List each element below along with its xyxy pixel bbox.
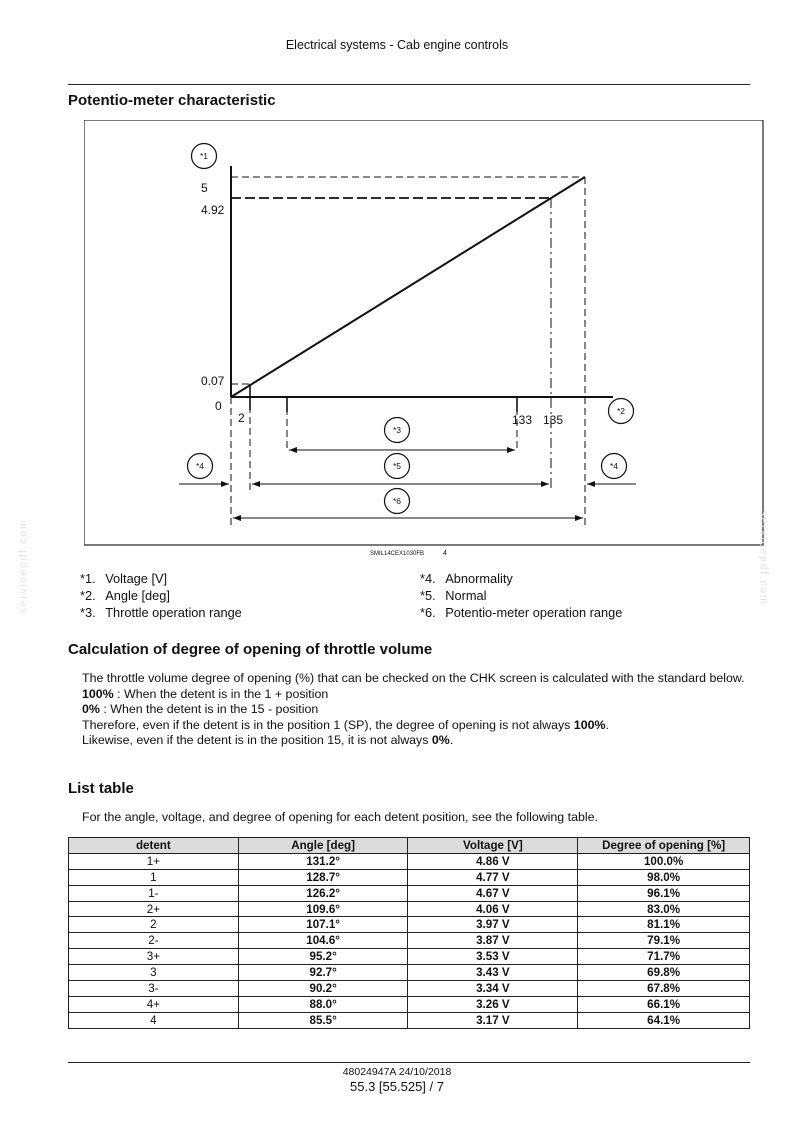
- col-header-opening: Degree of opening [%]: [578, 838, 750, 854]
- table-cell: 3.87 V: [408, 933, 578, 949]
- calculation-line-therefore: Therefore, even if the detent is in the position 1 (SP), the degree of opening is not always 100%.: [82, 717, 609, 732]
- table-cell: 3.17 V: [408, 1012, 578, 1028]
- table-cell: 2: [69, 917, 239, 933]
- calculation-line-100: 100% : When the detent is in the 1 + position: [82, 686, 329, 701]
- table-cell: 92.7°: [238, 965, 408, 981]
- y-tick-4-92: 4.92: [201, 203, 225, 217]
- legend-item: *4. Abnormality: [420, 571, 513, 586]
- diagram-frame: [84, 120, 763, 545]
- figure-id: SMIL14CEX1030FB: [370, 551, 425, 557]
- potentiometer-characteristic-diagram: [84, 120, 764, 560]
- table-row: [69, 965, 750, 981]
- table-cell: 128.7°: [238, 869, 408, 885]
- calculation-text: [82, 671, 752, 749]
- watermark-left: servicepdf.com: [17, 518, 30, 614]
- table-cell: 81.1%: [578, 917, 750, 933]
- table-row: [69, 981, 750, 997]
- page-header-title: Electrical systems - Cab engine controls: [285, 38, 509, 52]
- table-cell: 3-: [69, 981, 239, 997]
- table-cell: 109.6°: [238, 901, 408, 917]
- table-cell: 3.43 V: [408, 965, 578, 981]
- table-row: [69, 885, 750, 901]
- legend-item: *3. Throttle operation range: [80, 605, 242, 620]
- col-header-angle: Angle [deg]: [238, 838, 408, 854]
- table-cell: 3+: [69, 949, 239, 965]
- callout-abnormality-right: *4: [609, 461, 619, 471]
- calculation-intro: The throttle volume degree of opening (%) that can be checked on the CHK screen is calculated with the standard below.: [82, 671, 745, 685]
- table-body: [69, 853, 750, 1028]
- legend-item: *6. Potentio-meter operation range: [420, 605, 623, 620]
- callout-potentiometer-range: *6: [392, 496, 402, 506]
- table-row: [69, 917, 750, 933]
- table-row: [69, 949, 750, 965]
- characteristic-line: [231, 177, 585, 397]
- table-cell: 126.2°: [238, 885, 408, 901]
- table-cell: 4.67 V: [408, 885, 578, 901]
- table-cell: 64.1%: [578, 1012, 750, 1028]
- table-cell: 4.06 V: [408, 901, 578, 917]
- table-row: [69, 933, 750, 949]
- table-cell: 131.2°: [238, 853, 408, 869]
- detent-table: [68, 837, 750, 1029]
- table-row: [69, 901, 750, 917]
- col-header-voltage: Voltage [V]: [408, 838, 578, 854]
- table-cell: 71.7%: [578, 949, 750, 965]
- table-row: [69, 869, 750, 885]
- watermark-right: servicepdf.com: [757, 510, 770, 606]
- table-cell: 4.77 V: [408, 869, 578, 885]
- table-cell: 100.0%: [578, 853, 750, 869]
- table-cell: 4+: [69, 996, 239, 1012]
- table-cell: 3.26 V: [408, 996, 578, 1012]
- callout-abnormality-left: *4: [195, 461, 205, 471]
- x-tick-133: 133: [512, 413, 533, 427]
- x-tick-2: 2: [238, 411, 245, 425]
- table-cell: 3.97 V: [408, 917, 578, 933]
- table-cell: 85.5°: [238, 1012, 408, 1028]
- table-row: [69, 996, 750, 1012]
- table-cell: 107.1°: [238, 917, 408, 933]
- figure-number: 4: [443, 550, 447, 557]
- table-row: [69, 1012, 750, 1028]
- table-cell: 67.8%: [578, 981, 750, 997]
- table-cell: 104.6°: [238, 933, 408, 949]
- table-cell: 4.86 V: [408, 853, 578, 869]
- col-header-detent: detent: [69, 838, 239, 854]
- y-tick-0: 0: [215, 399, 222, 413]
- table-cell: 2-: [69, 933, 239, 949]
- table-cell: 98.0%: [578, 869, 750, 885]
- callout-voltage: *1: [199, 151, 209, 161]
- table-header-row: [69, 838, 750, 854]
- table-cell: 1: [69, 869, 239, 885]
- table-cell: 2+: [69, 901, 239, 917]
- table-cell: 3.53 V: [408, 949, 578, 965]
- legend-item: *2. Angle [deg]: [80, 588, 170, 603]
- footer-divider: [68, 1062, 750, 1063]
- table-row: [69, 853, 750, 869]
- table-cell: 4: [69, 1012, 239, 1028]
- callout-angle: *2: [616, 406, 626, 416]
- table-cell: 83.0%: [578, 901, 750, 917]
- table-cell: 90.2°: [238, 981, 408, 997]
- footer-doc-id: 48024947A 24/10/2018: [342, 1066, 452, 1078]
- table-cell: 69.8%: [578, 965, 750, 981]
- table-cell: 3.34 V: [408, 981, 578, 997]
- table-cell: 79.1%: [578, 933, 750, 949]
- table-cell: 88.0°: [238, 996, 408, 1012]
- table-cell: 96.1%: [578, 885, 750, 901]
- table-cell: 66.1%: [578, 996, 750, 1012]
- table-cell: 1+: [69, 853, 239, 869]
- calculation-line-likewise: Likewise, even if the detent is in the position 15, it is not always 0%.: [82, 733, 454, 747]
- callout-throttle-range: *3: [392, 425, 402, 435]
- callout-normal: *5: [392, 461, 402, 471]
- y-tick-5: 5: [201, 181, 208, 195]
- y-tick-0-07: 0.07: [201, 374, 225, 388]
- x-tick-135: 135: [543, 413, 564, 427]
- footer-page-number: 55.3 [55.525] / 7: [350, 1079, 444, 1094]
- calculation-line-0: 0% : When the detent is in the 15 - position: [82, 702, 319, 716]
- legend-item: *5. Normal: [420, 588, 487, 603]
- section-title-potentiometer: Potentio-meter characteristic: [68, 92, 276, 109]
- legend-item: *1. Voltage [V]: [80, 571, 168, 586]
- header-divider: [68, 84, 750, 85]
- table-cell: 3: [69, 965, 239, 981]
- table-cell: 95.2°: [238, 949, 408, 965]
- section-title-calculation: Calculation of degree of opening of throttle volume: [68, 641, 433, 658]
- list-table-intro: For the angle, voltage, and degree of opening for each detent position, see the following table.: [82, 810, 598, 824]
- section-title-list-table: List table: [68, 780, 134, 797]
- table-cell: 1-: [69, 885, 239, 901]
